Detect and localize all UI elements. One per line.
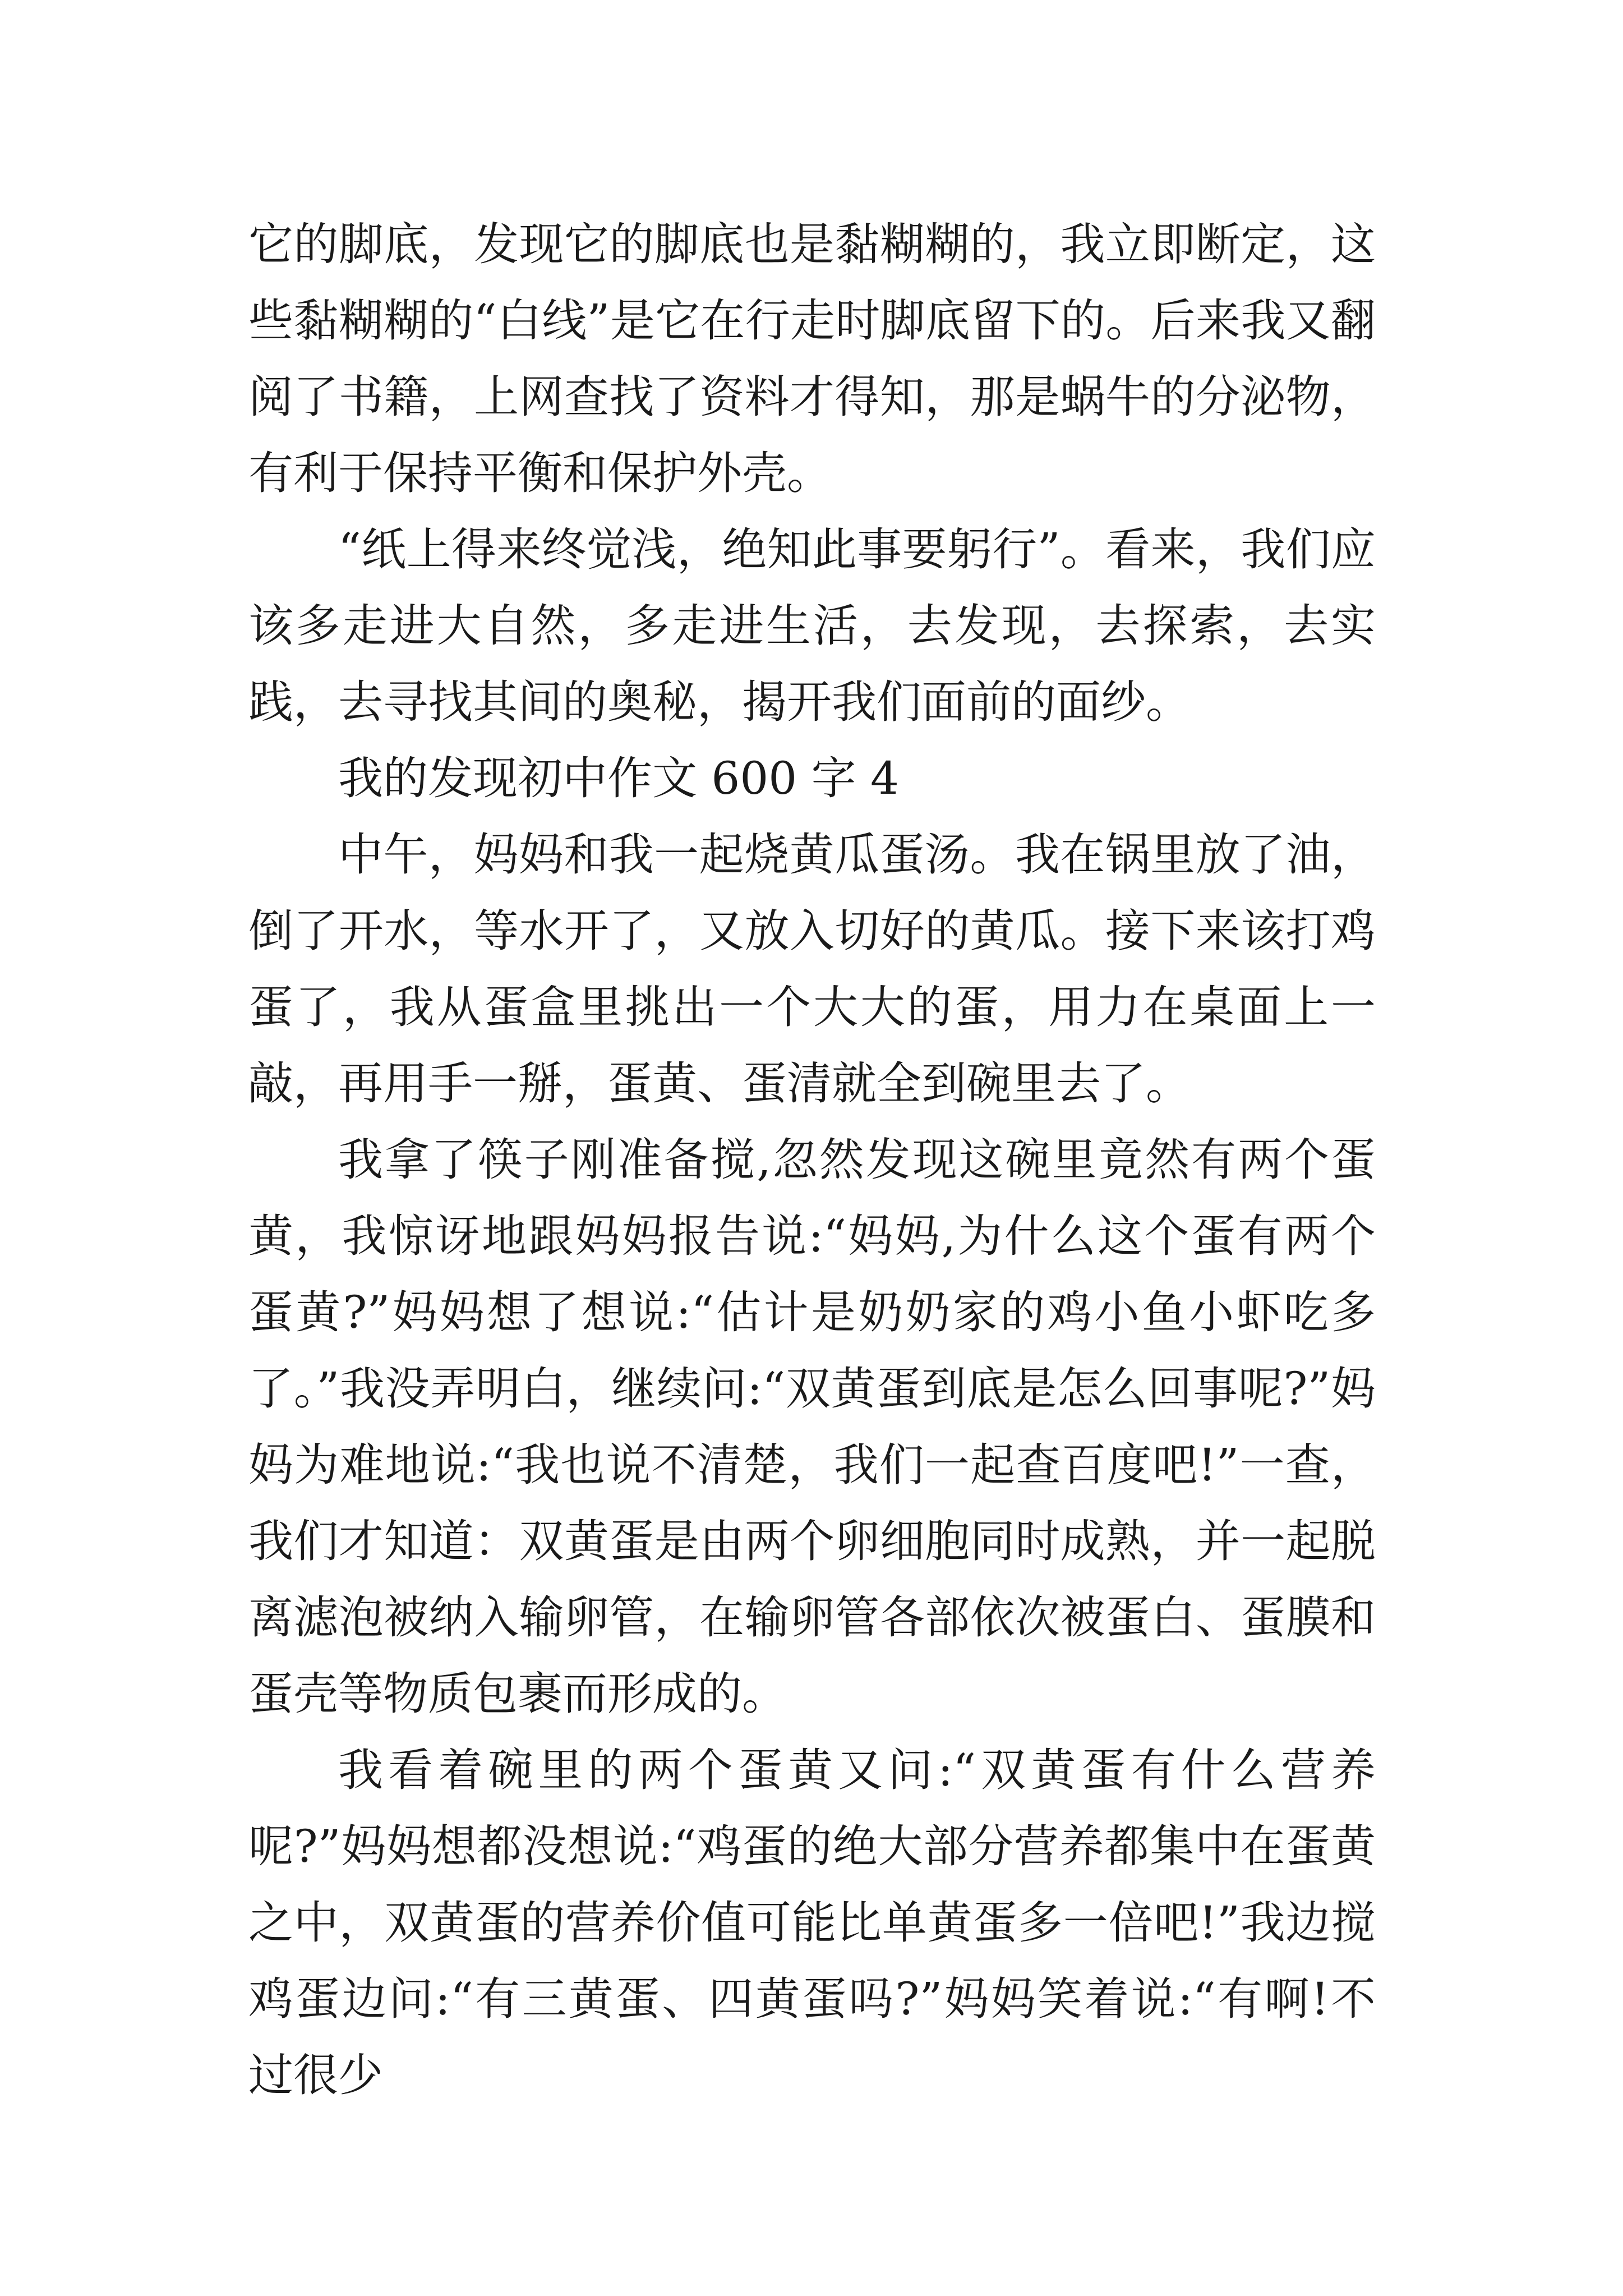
paragraph-5: 我看着碗里的两个蛋黄又问:“双黄蛋有什么营养呢?”妈妈想都没想说:“鸡蛋的绝大部分营养都集中在蛋黄之中，双黄蛋的营养价值可能比单黄蛋多一倍吧!”我边搅鸡蛋边问:“有三黄蛋、四黄蛋吗?”妈妈笑着说:“有啊!不过很少 (248, 1744, 1376, 2101)
document-body (248, 206, 1376, 2114)
paragraph-4: 我拿了筷子刚准备搅,忽然发现这碗里竟然有两个蛋黄，我惊讶地跟妈妈报告说:“妈妈,为什么这个蛋有两个蛋黄?”妈妈想了想说:“估计是奶奶家的鸡小鱼小虾吃多了。”我没弄明白，继续问:“双黄蛋到底是怎么回事呢?”妈妈为难地说:“我也说不清楚，我们一起查百度吧!”一查，我们才知道：双黄蛋是由两个卵细胞同时成熟，并一起脱离滤泡被纳入输卵管，在输卵管各部依次被蛋白、蛋膜和蛋壳等物质包裹而形成的。 (248, 1134, 1376, 1720)
paragraph-2: “纸上得来终觉浅，绝知此事要躬行”。看来，我们应该多走进大自然，多走进生活，去发现，去探索，去实践，去寻找其间的奥秘，揭开我们面前的面纱。 (248, 523, 1376, 728)
section-heading: 我的发现初中作文 600 字 4 (338, 752, 899, 804)
paragraph-1: 它的脚底，发现它的脚底也是黏糊糊的，我立即断定，这些黏糊糊的“白线”是它在行走时脚底留下的。后来我又翻阅了书籍，上网查找了资料才得知，那是蜗牛的分泌物，有利于保持平衡和保护外壳。 (248, 218, 1376, 499)
paragraph-3: 中午，妈妈和我一起烧黄瓜蛋汤。我在锅里放了油，倒了开水，等水开了，又放入切好的黄瓜。接下来该打鸡蛋了，我从蛋盒里挑出一个大大的蛋，用力在桌面上一敲，再用手一掰，蛋黄、蛋清就全到碗里去了。 (248, 829, 1376, 1110)
